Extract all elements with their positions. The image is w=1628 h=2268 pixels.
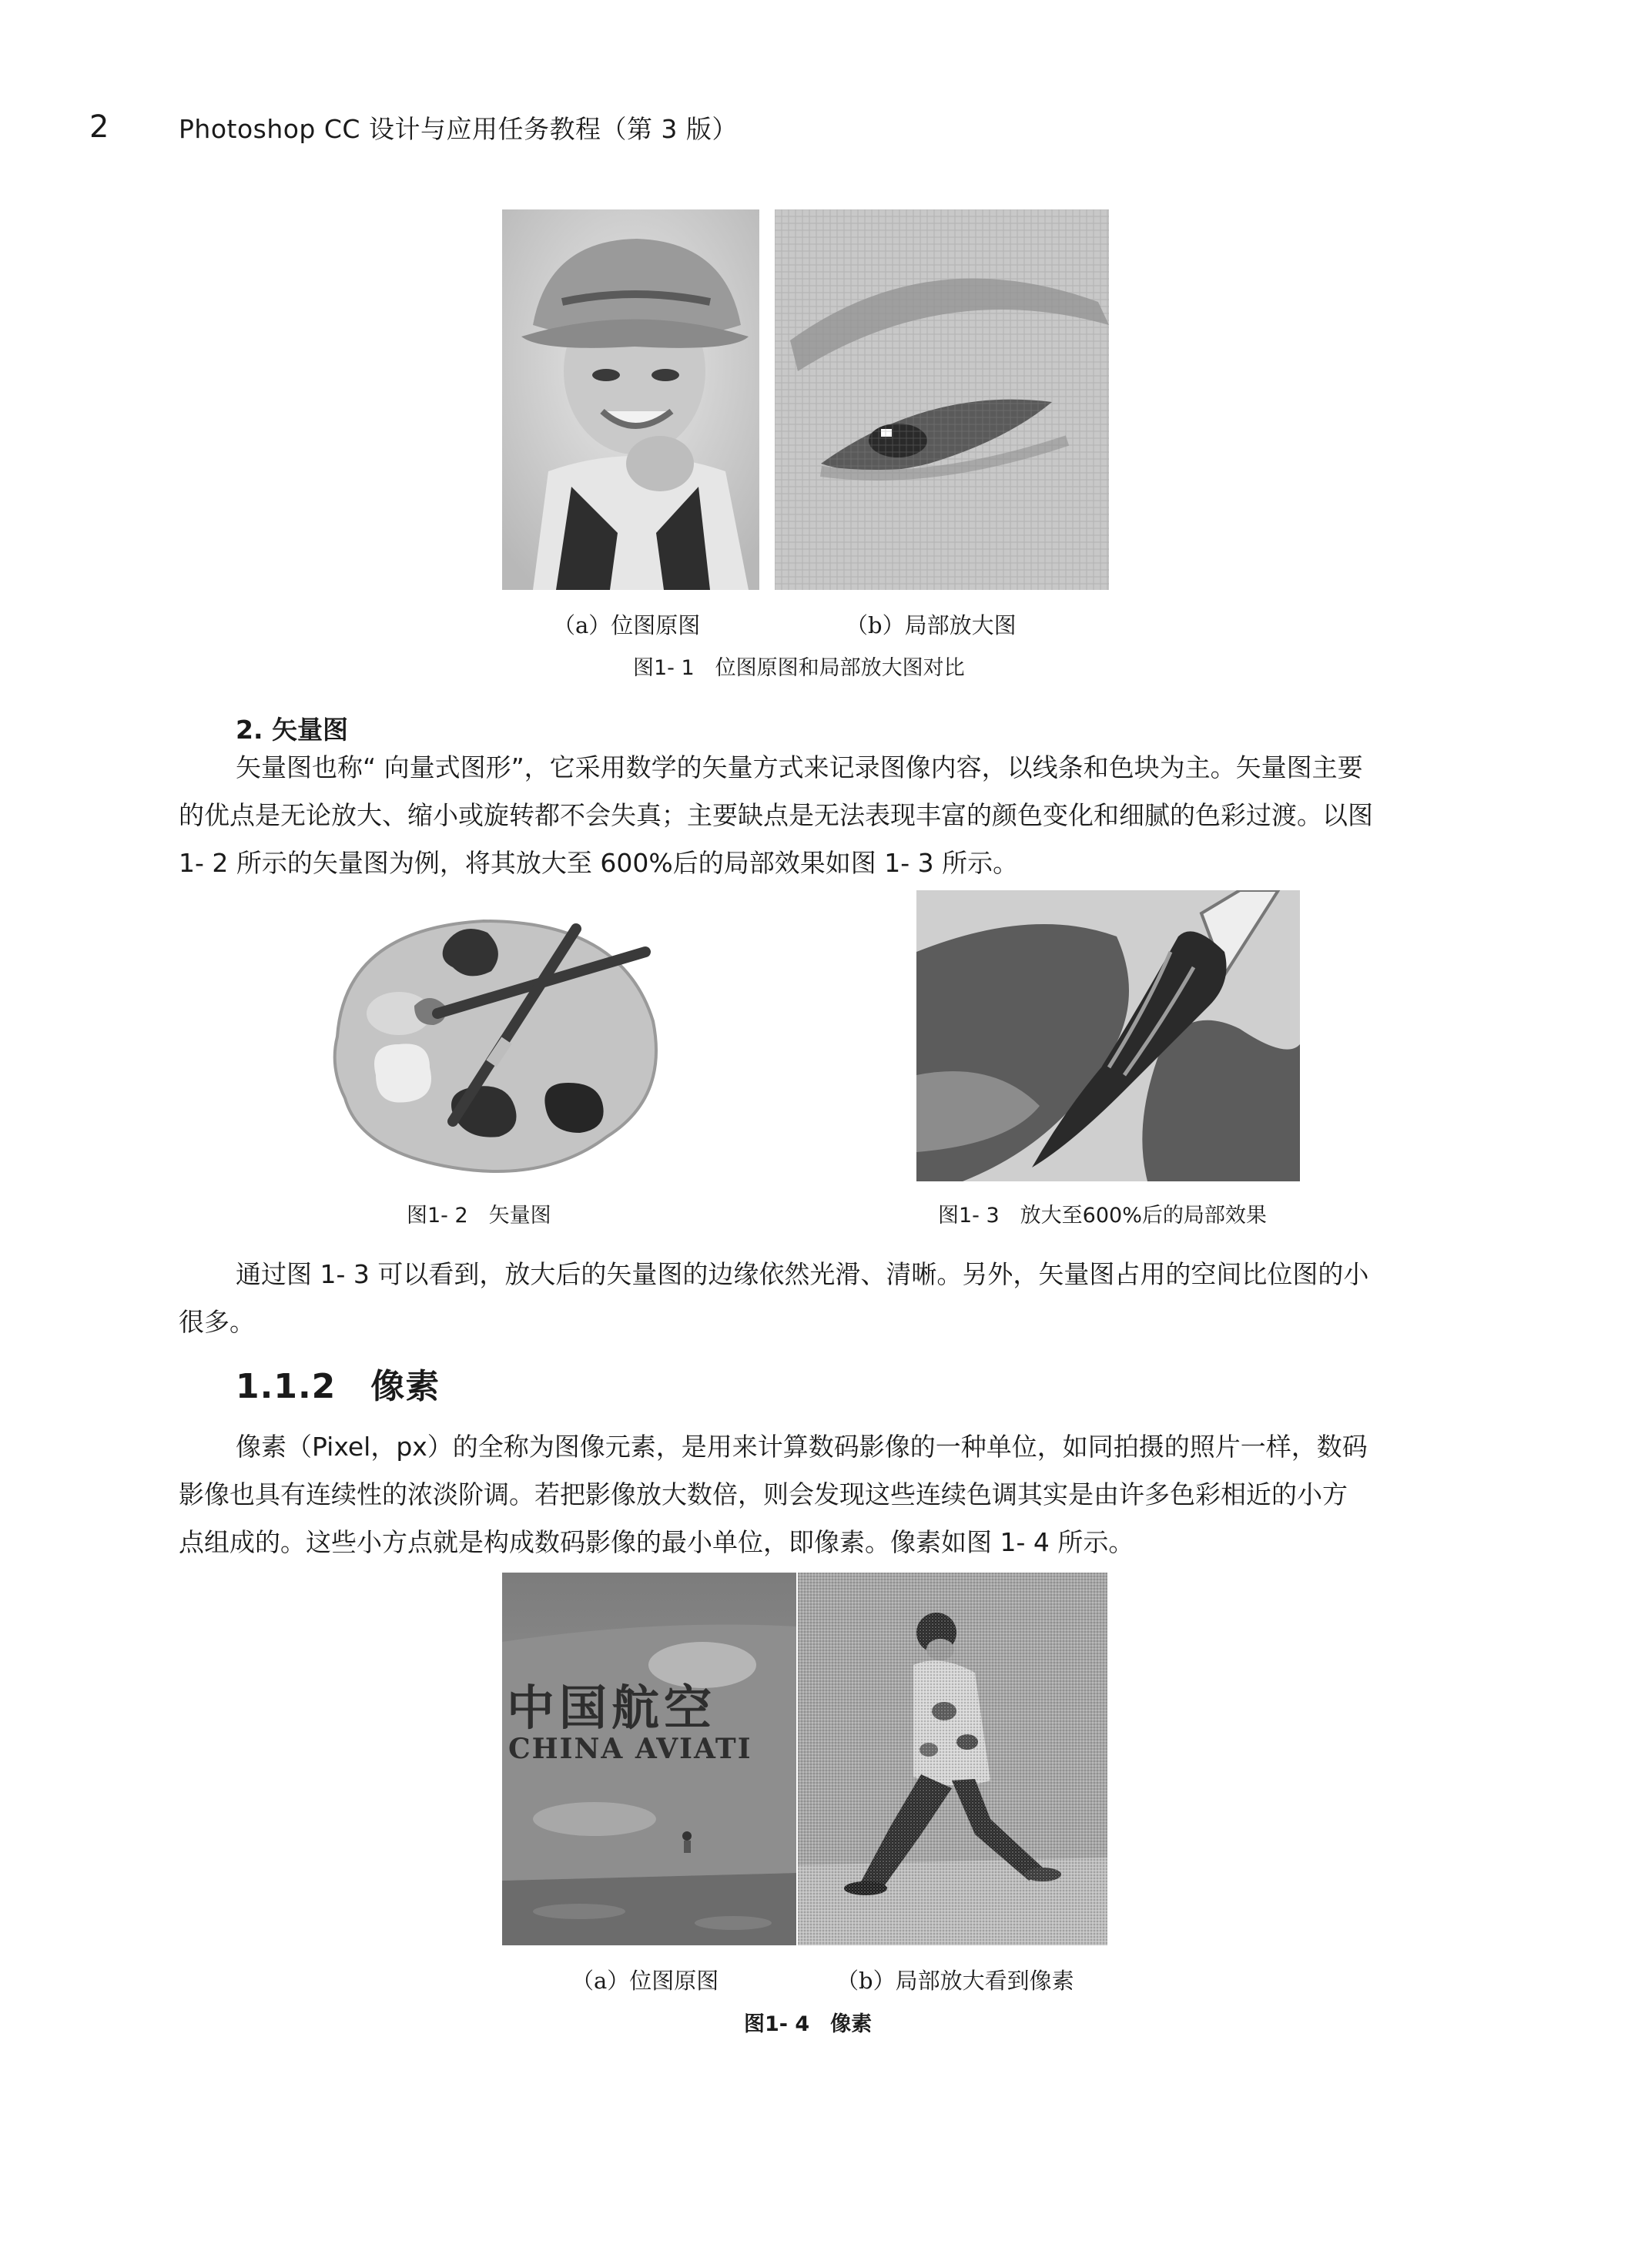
figure-1-1-caption: 图1- 1 位图原图和局部放大图对比 xyxy=(633,656,965,680)
figure-1-1-subcaption-b: （b）局部放大图 xyxy=(846,612,1017,638)
figure-1-3-caption: 图1- 3 放大至600%后的局部效果 xyxy=(938,1204,1267,1228)
paragraph-line: 很多。 xyxy=(179,1307,255,1337)
eye-zoom-image xyxy=(775,209,1109,590)
paragraph-line: 像素（Pixel，px）的全称为图像元素，是用来计算数码影像的一种单位，如同拍摄的照片一样，数码 xyxy=(236,1432,1368,1462)
palette-vector-image xyxy=(314,898,676,1192)
photo-sign-chinese: 中国航空 xyxy=(507,1680,717,1736)
paragraph-line: 的优点是无论放大、缩小或旋转都不会失真；主要缺点是无法表现丰富的颜色变化和细腻的色彩过渡。以图 xyxy=(179,800,1373,830)
figure-1-4-subcaption-a: （a）位图原图 xyxy=(571,1968,719,1994)
paragraph-line: 点组成的。这些小方点就是构成数码影像的最小单位，即像素。像素如图 1- 4 所示。 xyxy=(179,1527,1134,1557)
pixel-zoom-image xyxy=(798,1573,1107,1945)
paragraph-line: 矢量图也称“ 向量式图形”，它采用数学的矢量方式来记录图像内容，以线条和色块为主。矢量图主要 xyxy=(236,752,1363,782)
page-number: 2 xyxy=(89,109,109,145)
figure-1-1-subcaption-a: （a）位图原图 xyxy=(553,612,701,638)
figure-1-4-subcaption-b: （b）局部放大看到像素 xyxy=(836,1968,1074,1994)
section-heading-vector: 2. 矢量图 xyxy=(236,715,348,745)
paragraph-line: 通过图 1- 3 可以看到，放大后的矢量图的边缘依然光滑、清晰。另外，矢量图占用的空间比位图的小 xyxy=(236,1259,1369,1289)
running-header: Photoshop CC 设计与应用任务教程（第 3 版） xyxy=(179,114,738,144)
figure-1-2-caption: 图1- 2 矢量图 xyxy=(407,1204,551,1228)
section-heading-pixel: 1.1.2 像素 xyxy=(236,1367,440,1406)
paragraph-line: 1- 2 所示的矢量图为例，将其放大至 600%后的局部效果如图 1- 3 所示。 xyxy=(179,848,1019,878)
boy-photo xyxy=(502,209,759,590)
figure-1-4-caption: 图1- 4 像素 xyxy=(744,2012,873,2036)
paragraph-line: 影像也具有连续性的浓淡阶调。若把影像放大数倍，则会发现这些连续色调其实是由许多色彩相近的小方 xyxy=(179,1479,1348,1509)
photo-sign-english: CHINA AVIATI xyxy=(508,1733,752,1765)
brush-zoom-image xyxy=(916,890,1300,1181)
